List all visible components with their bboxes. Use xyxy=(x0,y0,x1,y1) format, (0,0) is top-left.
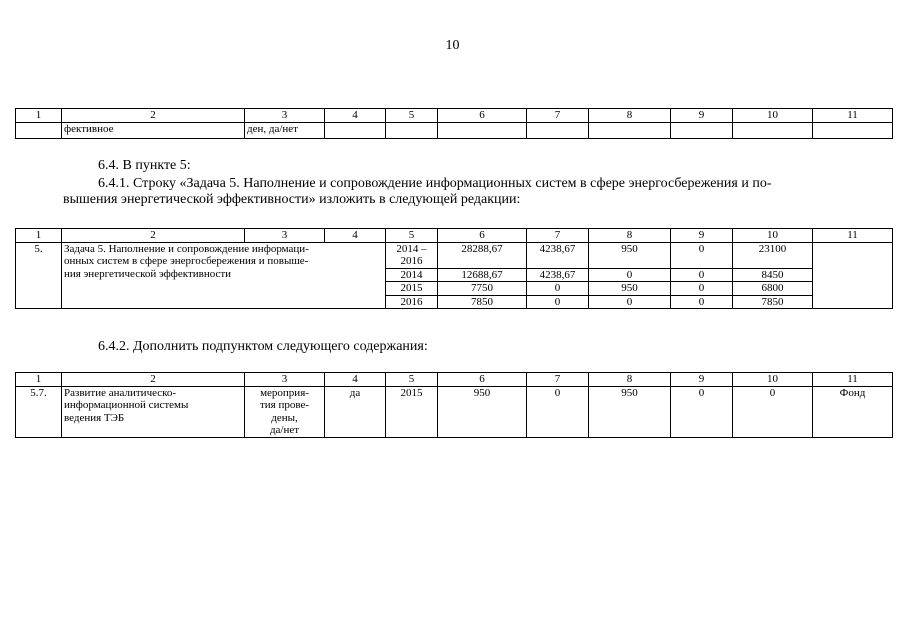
task-line: ния энергетической эффективности xyxy=(64,267,232,280)
year-cell: 2015 xyxy=(386,386,438,437)
unit-line: мероприя- xyxy=(260,386,309,399)
col-num: 10 xyxy=(733,109,813,123)
table-cell: фективное xyxy=(62,122,245,138)
col-num: 9 xyxy=(671,229,733,243)
page-number: 10 xyxy=(445,38,460,53)
task-number: 5. xyxy=(16,242,62,309)
year-line: 2016 xyxy=(400,255,423,267)
description-line: Развитие аналитическо- xyxy=(64,386,177,399)
column-number-row xyxy=(16,109,893,123)
col-num: 7 xyxy=(527,229,589,243)
column-number-row xyxy=(16,373,893,387)
task-line: онных систем в сфере энергосбережения и повыше- xyxy=(64,255,309,267)
value-c7: 4238,67 xyxy=(527,242,589,268)
value-c10: 8450 xyxy=(733,268,813,282)
col-num: 4 xyxy=(325,373,386,387)
paragraph-6-4-2: 6.4.2. Дополнить подпунктом следующего содержания: xyxy=(98,339,428,354)
paragraph-6-4-1 xyxy=(63,176,888,208)
value-c7: 0 xyxy=(527,282,589,296)
paragraph-6-4: 6.4. В пункте 5: xyxy=(98,158,191,173)
value-total: 950 xyxy=(438,386,527,437)
value-c10: 6800 xyxy=(733,282,813,296)
table-cell xyxy=(325,122,386,138)
value-c9: 0 xyxy=(671,386,733,437)
col-num: 3 xyxy=(245,373,325,387)
value-c8: 950 xyxy=(589,242,671,268)
value-c8: 0 xyxy=(589,295,671,309)
value-c7: 0 xyxy=(527,295,589,309)
year-cell: 2014 xyxy=(386,268,438,282)
value-c9: 0 xyxy=(671,295,733,309)
col-num: 9 xyxy=(671,109,733,123)
table-row xyxy=(16,242,893,268)
col-num: 2 xyxy=(62,109,245,123)
col-num: 5 xyxy=(386,109,438,123)
task-description xyxy=(62,242,386,309)
value-c10: 23100 xyxy=(733,242,813,268)
description-line: ведения ТЭБ xyxy=(64,411,125,424)
table-cell xyxy=(386,122,438,138)
col-num: 11 xyxy=(813,373,893,387)
year-cell: 2016 xyxy=(386,295,438,309)
value-c10: 0 xyxy=(733,386,813,437)
col-num: 9 xyxy=(671,373,733,387)
value-c8: 950 xyxy=(589,282,671,296)
value-c9: 0 xyxy=(671,268,733,282)
col-num: 5 xyxy=(386,373,438,387)
table-cell xyxy=(527,122,589,138)
value-c7: 0 xyxy=(527,386,589,437)
col-num: 11 xyxy=(813,229,893,243)
value-total: 28288,67 xyxy=(438,242,527,268)
col-num: 4 xyxy=(325,109,386,123)
table-cell: ден, да/нет xyxy=(245,122,325,138)
unit-line: дены, xyxy=(271,411,298,424)
unit-line: тия прове- xyxy=(259,399,310,411)
column-number-row xyxy=(16,229,893,243)
table-subitem-5-7 xyxy=(15,372,893,438)
value-c9: 0 xyxy=(671,282,733,296)
value-total: 7750 xyxy=(438,282,527,296)
col-num: 2 xyxy=(62,229,245,243)
col-num: 10 xyxy=(733,373,813,387)
value-c8: 950 xyxy=(589,386,671,437)
col-num: 4 xyxy=(325,229,386,243)
source-cell: Фонд xyxy=(813,386,893,437)
col-num: 3 xyxy=(245,229,325,243)
table-cell xyxy=(813,242,893,309)
task-line: Задача 5. Наполнение и сопровождение информаци- xyxy=(64,242,309,255)
table-cell xyxy=(733,122,813,138)
col-num: 6 xyxy=(438,109,527,123)
col-num: 8 xyxy=(589,373,671,387)
table-task-5 xyxy=(15,228,893,309)
col-num: 8 xyxy=(589,229,671,243)
unit-line: да/нет xyxy=(269,424,300,436)
table-cell xyxy=(671,122,733,138)
value-c10: 7850 xyxy=(733,295,813,309)
subitem-description xyxy=(62,386,245,437)
value-c9: 0 xyxy=(671,242,733,268)
col-num: 7 xyxy=(527,373,589,387)
col-num: 1 xyxy=(16,229,62,243)
table-row xyxy=(16,386,893,437)
col-num: 7 xyxy=(527,109,589,123)
col-num: 2 xyxy=(62,373,245,387)
col-num: 1 xyxy=(16,373,62,387)
value-total: 7850 xyxy=(438,295,527,309)
table-cell: да xyxy=(325,386,386,437)
col-num: 8 xyxy=(589,109,671,123)
paragraph-line: 6.4.1. Строку «Задача 5. Наполнение и сопровождение информационных систем в сфере энергосбережения и по- xyxy=(98,176,772,191)
col-num: 3 xyxy=(245,109,325,123)
value-c7: 4238,67 xyxy=(527,268,589,282)
col-num: 11 xyxy=(813,109,893,123)
description-line: информационной системы xyxy=(64,399,189,411)
table-cell xyxy=(438,122,527,138)
table-continuation xyxy=(15,108,893,139)
table-cell xyxy=(589,122,671,138)
indicator-unit xyxy=(245,386,325,437)
year-line: 2014 – xyxy=(396,242,427,255)
col-num: 1 xyxy=(16,109,62,123)
table-row xyxy=(16,122,893,138)
year-cell xyxy=(386,242,438,268)
col-num: 6 xyxy=(438,373,527,387)
paragraph-line: вышения энергетической эффективности» изложить в следующей редакции: xyxy=(63,192,521,207)
col-num: 6 xyxy=(438,229,527,243)
col-num: 10 xyxy=(733,229,813,243)
table-cell xyxy=(16,122,62,138)
col-num: 5 xyxy=(386,229,438,243)
year-cell: 2015 xyxy=(386,282,438,296)
value-total: 12688,67 xyxy=(438,268,527,282)
table-cell xyxy=(813,122,893,138)
subitem-number: 5.7. xyxy=(16,386,62,437)
value-c8: 0 xyxy=(589,268,671,282)
